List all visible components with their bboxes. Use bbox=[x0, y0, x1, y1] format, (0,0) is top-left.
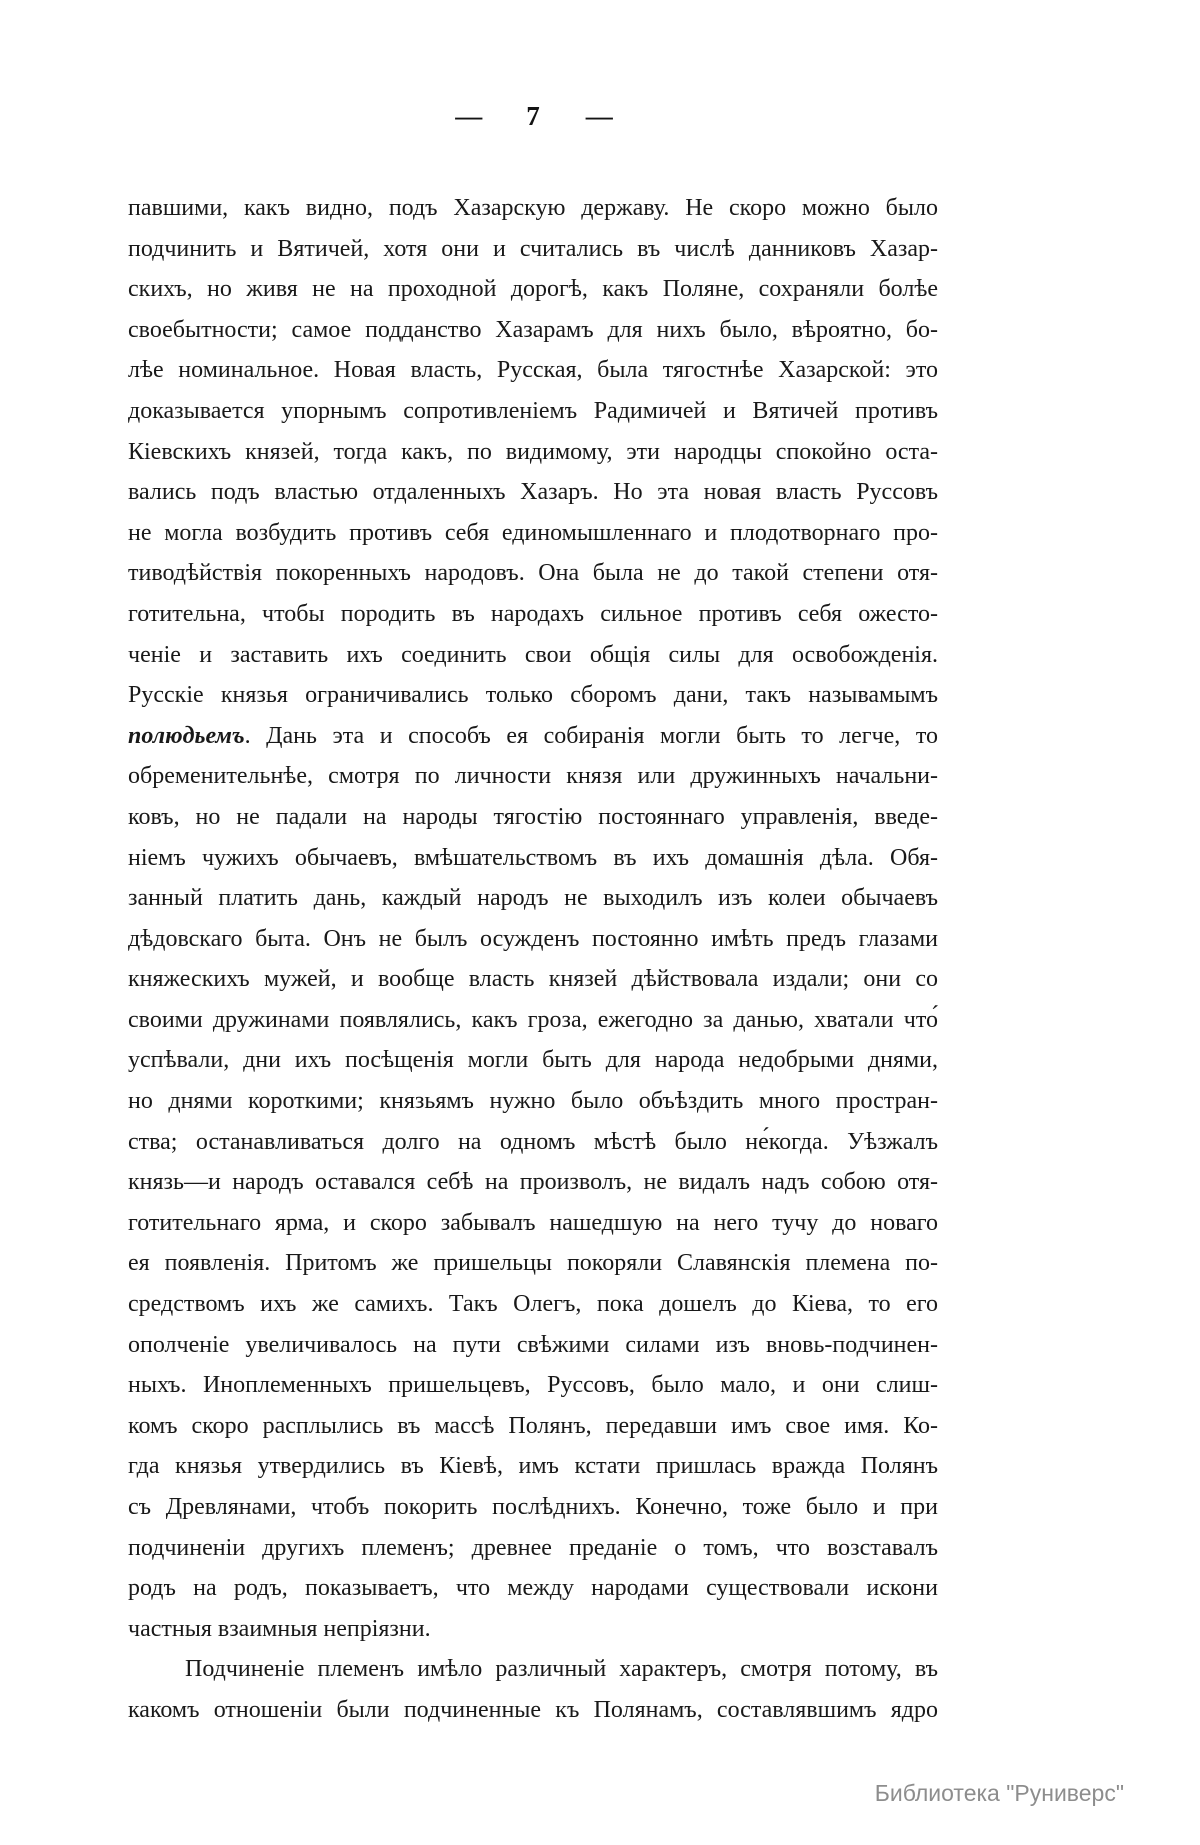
page-header bbox=[128, 101, 938, 132]
text-line: вались подъ властью отдаленныхъ Хазаръ. Но эта новая власть Руссовъ bbox=[128, 479, 938, 506]
paragraph-2 bbox=[128, 1649, 938, 1730]
text-line: Кіевскихъ князей, тогда какъ, по видимому, эти народцы спокойно оста- bbox=[128, 438, 938, 465]
library-watermark: Библиотека "Руниверс" bbox=[874, 1780, 1124, 1806]
text-line: не могла возбудить противъ себя единомышленнаго и плодотворнаго про- bbox=[128, 519, 938, 546]
text-line: ея появленія. Притомъ же пришельцы покоряли Славянскія племена по- bbox=[128, 1250, 938, 1277]
text-line: гда князья утвердились въ Кіевѣ, имъ кстати пришлась вражда Полянъ bbox=[128, 1453, 938, 1480]
text-line: ковъ, но не падали на народы тягостію постояннаго управленія, введе- bbox=[128, 803, 938, 830]
text-line: Русскіе князья ограничивались только сборомъ дани, такъ называмымъ bbox=[128, 682, 938, 709]
text-line: занный платить дань, каждый народъ не выходилъ изъ колеи обычаевъ bbox=[128, 885, 938, 912]
text-line: ныхъ. Иноплеменныхъ пришельцевъ, Руссовъ, было мало, и они слиш- bbox=[128, 1372, 938, 1399]
text-line: ніемъ чужихъ обычаевъ, вмѣшательствомъ въ ихъ домашнія дѣла. Обя- bbox=[128, 844, 938, 871]
page-number: 7 bbox=[526, 101, 540, 131]
text-line-with-emphasis bbox=[128, 716, 938, 757]
text-line: частныя взаимныя непріязни. bbox=[128, 1615, 431, 1642]
text-block bbox=[128, 188, 938, 1731]
text-line: скихъ, но живя не на проходной дорогѣ, какъ Поляне, сохраняли болѣе bbox=[128, 276, 938, 303]
text-line: комъ скоро расплылись въ массѣ Полянъ, передавши имъ свое имя. Ко- bbox=[128, 1412, 938, 1439]
text-line: подчинить и Вятичей, хотя они и считались въ числѣ данниковъ Хазар- bbox=[128, 235, 938, 262]
text-line: ополченіе увеличивалось на пути свѣжими силами изъ вновь-подчинен- bbox=[128, 1331, 938, 1358]
text-line: подчиненіи другихъ племенъ; древнее преданіе о томъ, что возставалъ bbox=[128, 1534, 938, 1561]
text-line: ченіе и заставить ихъ соединить свои общія силы для освобожденія. bbox=[128, 641, 938, 668]
text-line: своебытности; самое подданство Хазарамъ для нихъ было, вѣроятно, бо- bbox=[128, 316, 938, 343]
text-line: княжескихъ мужей, и вообще власть князей дѣйствовала издали; они со bbox=[128, 966, 938, 993]
text-line: средствомъ ихъ же самихъ. Такъ Олегъ, пока дошелъ до Кіева, то его bbox=[128, 1291, 938, 1318]
text-line: лѣе номинальное. Новая власть, Русская, была тягостнѣе Хазарской: это bbox=[128, 357, 938, 384]
text-line: своими дружинами появлялись, какъ гроза, ежегодно за данью, хватали что́ bbox=[128, 1006, 938, 1033]
text-line: павшими, какъ видно, подъ Хазарскую державу. Не скоро можно было bbox=[128, 195, 938, 221]
text-line: обременительнѣе, смотря по личности князя или дружинныхъ начальни- bbox=[128, 763, 938, 790]
emphasis-word: полюдьемъ bbox=[128, 722, 245, 749]
text-line: но днями короткими; князьямъ нужно было объѣздить много простран- bbox=[128, 1088, 938, 1115]
text-line: съ Древлянами, чтобъ покорить послѣднихъ. Конечно, тоже было и при bbox=[128, 1494, 938, 1520]
text-line: готительна, чтобы породить въ народахъ сильное противъ себя ожесто- bbox=[128, 600, 938, 627]
text-line: успѣвали, дни ихъ посѣщенія могли быть для народа недобрыми днями, bbox=[128, 1047, 938, 1074]
text-line: князь—и народъ оставался себѣ на произволъ, не видалъ надъ собою отя- bbox=[128, 1169, 938, 1196]
text-line: дѣдовскаго быта. Онъ не былъ осужденъ постоянно имѣть предъ глазами bbox=[128, 925, 938, 952]
paragraph-1-part-a bbox=[128, 188, 938, 716]
text-line: готительнаго ярма, и скоро забывалъ нашедшую на него тучу до новаго bbox=[128, 1209, 938, 1236]
text-line: тиводѣйствія покоренныхъ народовъ. Она была не до такой степени отя- bbox=[128, 560, 938, 587]
text-line: родъ на родъ, показываетъ, что между народами существовали искони bbox=[128, 1575, 938, 1602]
paragraph-1-part-b bbox=[128, 756, 938, 1649]
text-line: ства; останавливаться долго на одномъ мѣстѣ было не́когда. Уѣзжалъ bbox=[128, 1128, 938, 1155]
header-dash-right: — bbox=[585, 101, 611, 131]
text-line-continuation: . Дань эта и способъ ея собиранія могли быть то легче, то bbox=[244, 722, 938, 749]
text-line: доказывается упорнымъ сопротивленіемъ Радимичей и Вятичей противъ bbox=[128, 397, 938, 424]
header-dash-left: — bbox=[455, 101, 481, 131]
text-line: какомъ отношеніи были подчиненные къ Полянамъ, составлявшимъ ядро bbox=[128, 1696, 938, 1723]
text-line: Подчиненіе племенъ имѣло различный характеръ, смотря потому, въ bbox=[185, 1656, 938, 1683]
